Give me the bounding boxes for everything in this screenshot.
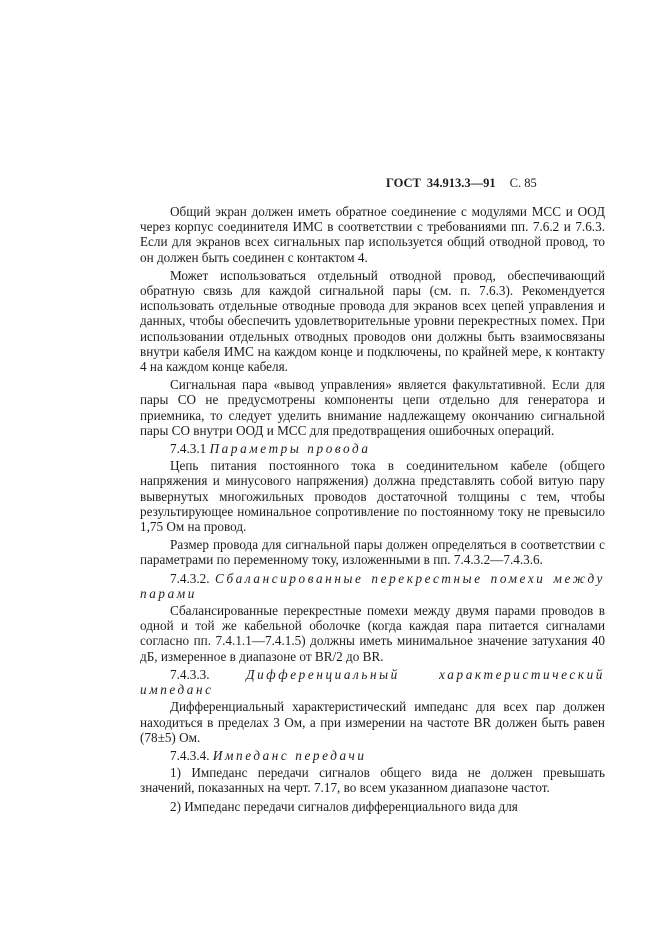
section-number: 7.4.3.3. bbox=[170, 666, 210, 682]
section-title: Параметры провода bbox=[209, 441, 371, 457]
paragraph-drain-wire: Может использоваться отдельный отводной провод, обеспечивающий обратную связь для каждой сигнальной пары (см. п. 7.6.3). Рекомендуется использовать отдельные отводные провода для экранов всех цепей управления и данных, чтобы обеспечить удовлетворительные уровни перекрестных помех. При использовании отдельных отводных проводов они должны быть взаимосвязаны внутри кабеля ИМС на каждом конце и подключены, по крайней мере, к контакту 4 на каждом конце кабеля. bbox=[140, 267, 605, 375]
paragraph-impedance: Дифференциальный характеристический импеданс для всех пар должен находиться в пределах 3 Ом, а при измерении на частоте BR должен быть равен (78±5) Ом. bbox=[140, 699, 605, 745]
section-number: 7.4.3.1 bbox=[170, 441, 207, 457]
standard-label: ГОСТ bbox=[386, 176, 421, 190]
paragraph-wire-size: Размер провода для сигнальной пары должен определяться в соответствии с параметрами по переменному току, изложенными в пп. 7.4.3.2—7.4.3.6. bbox=[140, 537, 605, 568]
section-number: 7.4.3.4. bbox=[170, 747, 210, 763]
section-number: 7.4.3.2. bbox=[170, 570, 210, 586]
standard-number: 34.913.3—91 bbox=[426, 176, 496, 190]
section-heading-wire-params bbox=[140, 441, 605, 456]
list-item-common-mode: 1) Импеданс передачи сигналов общего вида не должен превышать значений, показанных на черт. 7.17, во всем указанном диапазоне частот. bbox=[140, 765, 605, 796]
paragraph-crosstalk: Сбалансированные перекрестные помехи между двумя парами проводов в одной и той же кабельной оболочке (когда каждая пара питается сигналами согласно пп. 7.4.1.1—7.4.1.5) должны иметь минимальное значение затухания 40 дБ, измеренное в диапазоне от BR/2 до BR. bbox=[140, 603, 605, 664]
paragraph-shield: Общий экран должен иметь обратное соединение с модулями МСС и ООД через корпус соединителя ИМС в соответствии с требованиями пп. 7.6.2 и 7.6.3. Если для экранов всех сигнальных пар используется общий отводной провод, то он должен быть соединен с контактом 4. bbox=[140, 204, 605, 265]
page-number: С. 85 bbox=[509, 176, 537, 190]
section-title: Импеданс передачи bbox=[212, 747, 367, 763]
document-body bbox=[140, 204, 605, 817]
paragraph-control-output: Сигнальная пара «вывод управления» является факультативной. Если для пары СО не предусмотрены компоненты цепи отдельно для генератора и приемника, то следует уделить внимание надлежащему окончанию сигнальной пары СО внутри ООД и МСС для предотвращения ошибочных операций. bbox=[140, 377, 605, 438]
list-item-differential: 2) Импеданс передачи сигналов дифференциального вида для bbox=[170, 798, 518, 814]
section-title: Сбалансированные перекрестные помехи между парами bbox=[140, 570, 606, 601]
section-heading-transfer-impedance bbox=[140, 748, 605, 763]
section-title: Дифференциальный характеристический импеданс bbox=[140, 666, 606, 698]
paragraph-dc-circuit: Цепь питания постоянного тока в соединительном кабеле (общего напряжения и минусового напряжения) должна представлять собой витую пару вывернутых многожильных проводов достаточной толщины с тем, чтобы результирующее номинальное сопротивление по постоянному току не превысило 1,75 Ом на провод. bbox=[140, 458, 605, 535]
page-header bbox=[386, 176, 604, 191]
section-heading-impedance bbox=[140, 667, 605, 697]
section-heading-crosstalk bbox=[140, 571, 605, 601]
